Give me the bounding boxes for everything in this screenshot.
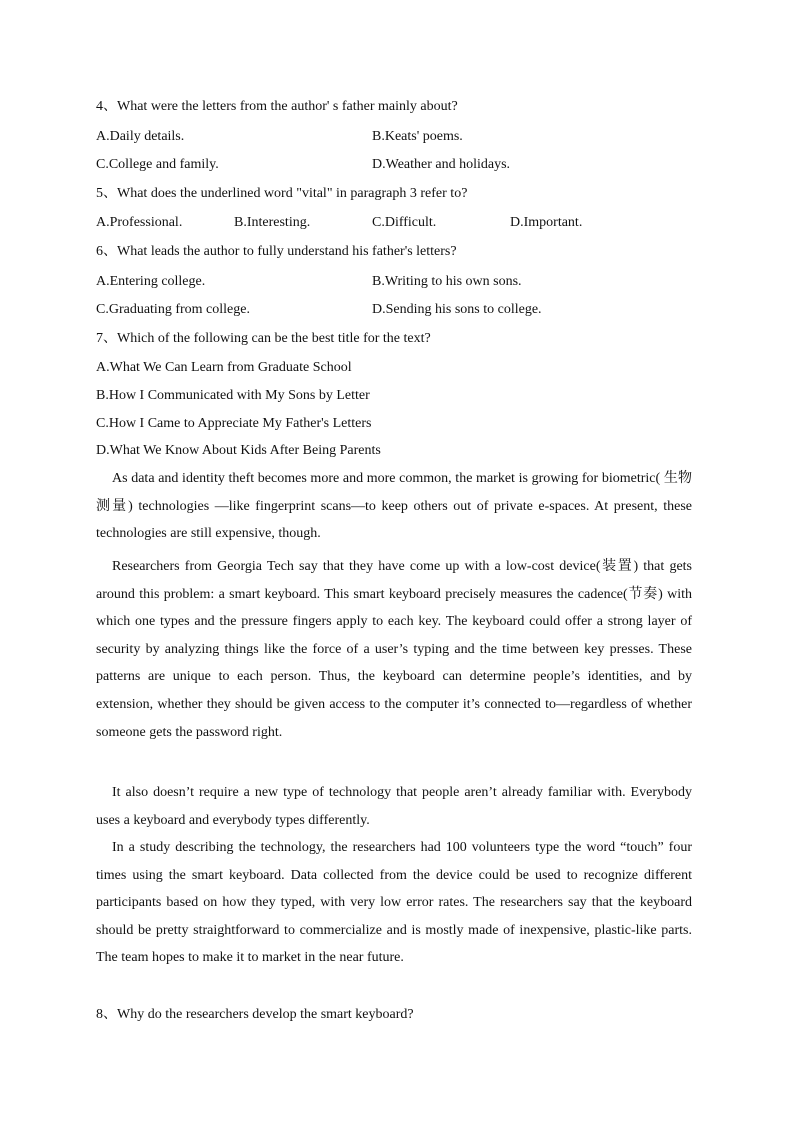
passage-paragraph-2: Researchers from Georgia Tech say that they have come up with a low-cost device(装置) that gets around this problem: a smart keyboard. This smart keyboard precisely measures the cadence(节奏) with which one types and the pressure fingers apply to each key. The keyboard could offer a strong layer of security by analyzing things like the force of a user’s typing and the time between key presses. These patterns are unique to each person. Thus, the keyboard can determine people’s identities, and by extension, whether they should be given access to the computer it’s connected to—regardless of whether someone gets the password right. [96, 559, 692, 740]
passage-paragraph-3: It also doesn’t require a new type of technology that people aren’t already familiar with. Everybody uses a keyboard and everybody types differently. [96, 785, 692, 828]
question-4-option-b: B.Keats' poems. [372, 129, 463, 144]
question-7-option-a: A.What We Can Learn from Graduate School [96, 360, 352, 375]
question-7-stem: 7、Which of the following can be the best title for the text? [96, 331, 431, 346]
question-6-option-d: D.Sending his sons to college. [372, 302, 542, 317]
passage-paragraph-1: As data and identity theft becomes more and more common, the market is growing for biometric( 生物测量) technologies —like fingerprint scans—to keep others out of private e-spaces. At present, these technologies are still expensive, though. [96, 471, 692, 542]
question-4-option-a: A.Daily details. [96, 129, 185, 144]
question-5-option-b: B.Interesting. [234, 215, 311, 230]
question-7-option-d: D.What We Know About Kids After Being Parents [96, 443, 381, 458]
question-7-option-c: C.How I Came to Appreciate My Father's Letters [96, 416, 372, 431]
question-8-stem: 8、Why do the researchers develop the smart keyboard? [96, 1007, 414, 1022]
question-6-stem: 6、What leads the author to fully understand his father's letters? [96, 244, 457, 259]
question-5-option-d: D.Important. [510, 215, 583, 230]
passage-paragraph-4: In a study describing the technology, the researchers had 100 volunteers type the word “touch” four times using the smart keyboard. Data collected from the device could be used to recognize different participants based on how they typed, with very low error rates. The researchers say that the keyboard should be pretty straightforward to commercialize and is mostly made of inexpensive, plastic-like parts. The team hopes to make it to market in the near future. [96, 840, 692, 966]
question-4-stem: 4、What were the letters from the author' s father mainly about? [96, 99, 458, 114]
question-6-option-b: B.Writing to his own sons. [372, 274, 522, 289]
question-7-option-b: B.How I Communicated with My Sons by Letter [96, 388, 370, 403]
question-5-option-c: C.Difficult. [372, 215, 437, 230]
question-6-option-a: A.Entering college. [96, 274, 206, 289]
question-5-option-a: A.Professional. [96, 215, 183, 230]
question-5-stem: 5、What does the underlined word "vital" in paragraph 3 refer to? [96, 186, 468, 201]
question-4-option-d: D.Weather and holidays. [372, 157, 511, 172]
question-6-option-c: C.Graduating from college. [96, 302, 250, 317]
question-4-option-c: C.College and family. [96, 157, 219, 172]
